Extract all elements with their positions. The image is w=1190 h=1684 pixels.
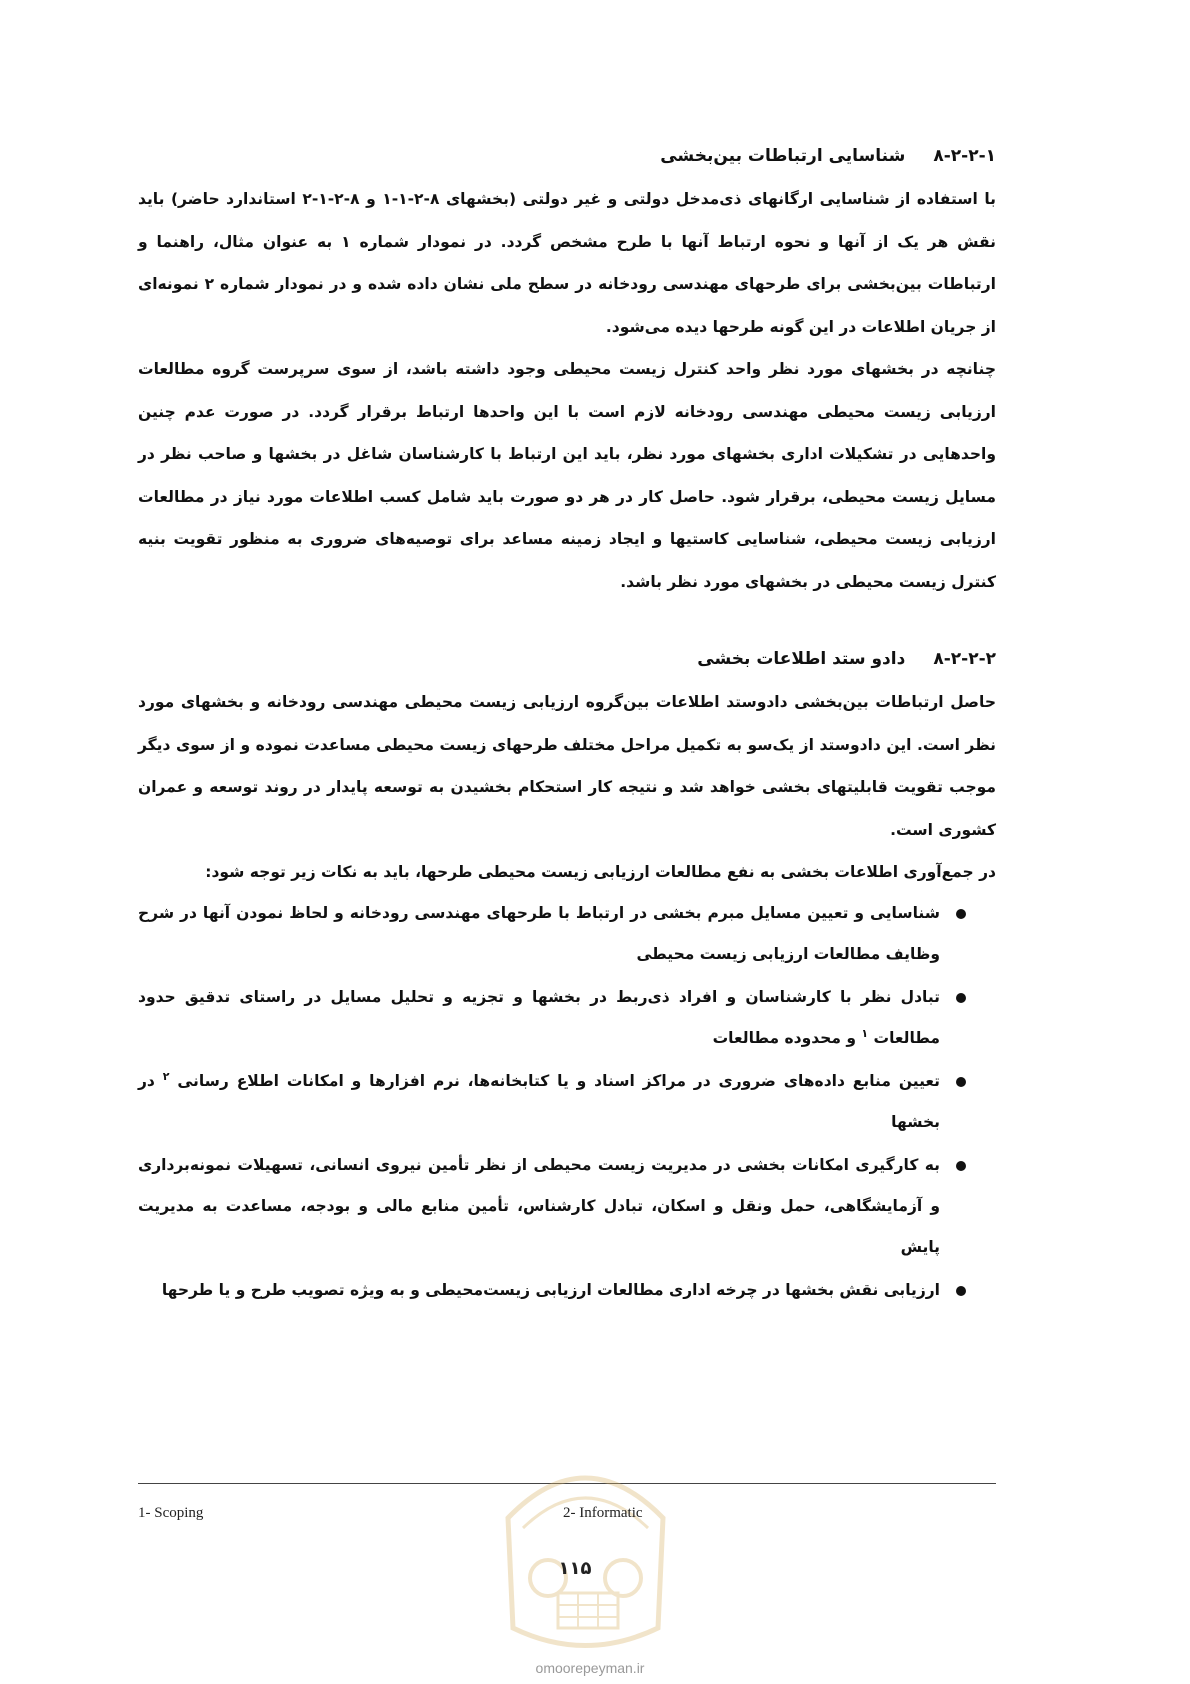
bullet-icon — [956, 909, 966, 919]
bullet-icon — [956, 993, 966, 1003]
section-title: دادو ستد اطلاعات بخشی — [697, 649, 906, 669]
seal-logo-icon — [488, 1428, 683, 1658]
paragraph: چنانچه در بخشهای مورد نظر واحد کنترل زیست محیطی وجود داشته باشد، از سوی سرپرست گروه مطالعات ارزیابی زیست محیطی مهندسی رودخانه لازم است با این واحدها ارتباط برقرار گردد. در صورت عدم چنین واحدهایی در تشکیلات اداری بخشهای مورد نظر، باید این ارتباط با کارشناسان شاغل در بخشها و صاحب نظر در مسایل زیست محیطی، برقرار شود. حاصل کار در هر دو صورت باید شامل کسب اطلاعات مورد نیاز در مطالعات ارزیابی زیست محیطی، شناسایی کاستیها و ایجاد زمینه مساعد برای توصیه‌های ضروری به منظور تقویت بنیه کنترل زیست محیطی در بخشهای مورد نظر باشد. — [138, 360, 996, 591]
footnote: 2- Informatic — [563, 1505, 643, 1521]
list-item-text: ارزیابی نقش بخشها در چرخه اداری مطالعات ارزیابی زیست‌محیطی و به ویژه تصویب طرح و یا طرحها — [161, 1281, 940, 1299]
list-item-text: شناسایی و تعیین مسایل مبرم بخشی در ارتباط با طرحهای مهندسی رودخانه و لحاظ نمودن آنها در شرح وظایف مطالعات ارزیابی زیست محیطی — [138, 904, 940, 963]
paragraph: حاصل ارتباطات بین‌بخشی دادوستد اطلاعات بین‌گروه ارزیابی زیست محیطی مهندسی رودخانه و بخشهای مورد نظر است. این دادوستد از یک‌سو به تکمیل مراحل مختلف طرحهای زیست محیطی مساعدت نموده و از سوی دیگر موجب تقویت قابلیتهای بخشی خواهد شد و نتیجه کار استحکام بخشیدن به توسعه پایدار در روند توسعه و عمران کشوری است. — [138, 693, 996, 839]
page-number: ۱۱۵ — [558, 1558, 592, 1579]
bullet-icon — [956, 1161, 966, 1171]
list-item-text: تعیین منابع داده‌های ضروری در مراکز اسناد و یا کتابخانه‌ها، نرم افزارها و امکانات اطلاع رسانی — [177, 1072, 940, 1090]
paragraph: با استفاده از شناسایی ارگانهای ذی‌مدخل دولتی و غیر دولتی (بخشهای ۸-۲-۱-۱ و ۸-۲-۱-۲ استاندارد حاضر) باید نقش هر یک از آنها و نحوه ارتباط آنها با طرح مشخص گردد. در نمودار شماره ۱ به عنوان مثال، راهنما و ارتباطات بین‌بخشی برای طرحهای مهندسی رودخانه در سطح ملی نشان داده شده و در نمودار شماره ۲ نمونه‌ای از جریان اطلاعات در این گونه طرحها دیده می‌شود. — [138, 190, 996, 336]
footnote-mark: ۱ — [861, 1026, 869, 1040]
section-heading-1 — [138, 140, 996, 172]
footnote: 1- Scoping — [138, 1505, 204, 1521]
section-number: ۸-۲-۲-۱ — [933, 146, 996, 166]
bullet-list — [138, 893, 996, 1311]
list-item-text: تبادل نظر با کارشناسان و افراد ذی‌ربط در بخشها و تجزیه و تحلیل مسایل در راستای تدقیق حدود مطالعات — [138, 988, 940, 1047]
list-item-text-tail: و محدوده مطالعات — [712, 1029, 856, 1047]
section-title: شناسایی ارتباطات بین‌بخشی — [660, 146, 906, 166]
bullet-icon — [956, 1077, 966, 1087]
list-item-text-tail: در بخشها — [138, 1072, 940, 1131]
footnote-mark: ۲ — [162, 1069, 170, 1083]
section-number: ۸-۲-۲-۲ — [933, 649, 996, 669]
list-item — [138, 1270, 996, 1311]
content-column — [138, 140, 996, 1313]
list-item — [138, 977, 996, 1059]
list-item-text: به کارگیری امکانات بخشی در مدیریت زیست محیطی از نظر تأمین نیروی انسانی، تسهیلات نمونه‌برداری و آزمایشگاهی، حمل ونقل و اسکان، تبادل کارشناس، تأمین منابع مالی و بودجه، مساعدت به مدیریت پایش — [138, 1156, 940, 1256]
list-intro: در جمع‌آوری اطلاعات بخشی به نفع مطالعات ارزیابی زیست محیطی طرحها، باید به نکات زیر توجه شود: — [205, 863, 996, 881]
list-item — [138, 893, 996, 975]
list-item — [138, 1061, 996, 1143]
bullet-icon — [956, 1286, 966, 1296]
section-heading-2 — [138, 643, 996, 675]
list-item — [138, 1145, 996, 1268]
watermark-url: omoorepeyman.ir — [535, 1660, 645, 1676]
